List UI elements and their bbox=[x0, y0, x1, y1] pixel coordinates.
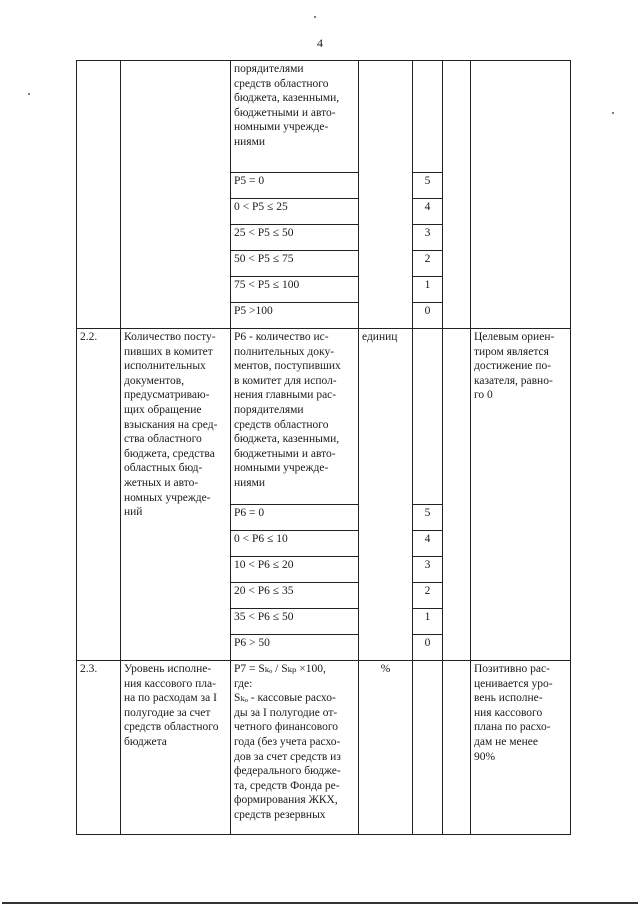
cell-unit bbox=[359, 61, 413, 329]
scan-speck bbox=[28, 93, 30, 95]
scale-points: 2 bbox=[413, 251, 443, 277]
cell-num: 2.3. bbox=[77, 661, 121, 835]
cell-formula: P6 - количество ис- полнительных доку- ментов, поступивших в комитет для испол- нения главными рас- порядителями средств областного бюджета, казенными, бюджетными и авто- номными учрежде- ниями bbox=[231, 329, 359, 505]
scale-condition: 25 < P5 ≤ 50 bbox=[231, 225, 359, 251]
scale-points: 4 bbox=[413, 199, 443, 225]
scale-points: 0 bbox=[413, 635, 443, 661]
scan-edge-line bbox=[2, 902, 638, 904]
scan-speck bbox=[314, 16, 316, 18]
cell-unit: единиц bbox=[359, 329, 413, 661]
cell-note bbox=[471, 61, 571, 329]
cell-name: Уровень исполне- ния кассового пла- на по расходам за I полугодие за счет средств областного бюджета bbox=[121, 661, 231, 835]
scale-condition: P6 > 50 bbox=[231, 635, 359, 661]
cell-num bbox=[77, 61, 121, 329]
cell-extra bbox=[443, 329, 471, 661]
cell-extra bbox=[443, 61, 471, 329]
cell-unit: % bbox=[359, 661, 413, 835]
scale-points: 2 bbox=[413, 583, 443, 609]
scale-condition: 20 < P6 ≤ 35 bbox=[231, 583, 359, 609]
cell-name bbox=[121, 61, 231, 329]
scale-points: 0 bbox=[413, 303, 443, 329]
scale-condition: 35 < P6 ≤ 50 bbox=[231, 609, 359, 635]
cell-extra bbox=[443, 661, 471, 835]
scale-condition: P5 = 0 bbox=[231, 173, 359, 199]
table-row-2-2 bbox=[77, 329, 571, 505]
scale-condition: 0 < P6 ≤ 10 bbox=[231, 531, 359, 557]
cell-num: 2.2. bbox=[77, 329, 121, 661]
scale-condition: P6 = 0 bbox=[231, 505, 359, 531]
table-row bbox=[77, 61, 571, 173]
table-row-2-3 bbox=[77, 661, 571, 835]
indicators-table bbox=[76, 60, 571, 835]
scale-condition: 75 < P5 ≤ 100 bbox=[231, 277, 359, 303]
scale-condition: 50 < P5 ≤ 75 bbox=[231, 251, 359, 277]
scale-condition: P5 >100 bbox=[231, 303, 359, 329]
scale-points: 1 bbox=[413, 609, 443, 635]
scale-points: 3 bbox=[413, 225, 443, 251]
scale-points: 5 bbox=[413, 173, 443, 199]
cell-points bbox=[413, 329, 443, 505]
scale-condition: 10 < P6 ≤ 20 bbox=[231, 557, 359, 583]
scale-condition: 0 < P5 ≤ 25 bbox=[231, 199, 359, 225]
scale-points: 5 bbox=[413, 505, 443, 531]
scan-speck bbox=[612, 112, 614, 114]
cell-points bbox=[413, 661, 443, 835]
cell-note: Целевым ориен- тиром является достижение по- казателя, равно- го 0 bbox=[471, 329, 571, 661]
scale-points: 3 bbox=[413, 557, 443, 583]
cell-formula: порядителями средств областного бюджета, казенными, бюджетными и авто- номными учрежде- ниями bbox=[231, 61, 359, 173]
cell-name: Количество посту- пивших в комитет исполнительных документов, предусматриваю- щих обращение взыскания на сред- ства областного бюджета, средства областных бюд- жетных и авто- номных учрежде- ний bbox=[121, 329, 231, 661]
page-number: 4 bbox=[317, 36, 323, 50]
cell-points bbox=[413, 61, 443, 173]
cell-formula: P7 = Sₖₒ / Sₖₚ ×100, где: Sₖₒ - кассовые расхо- ды за I полугодие от- четного финансового года (без учета расхо- дов за счет средств из федерального бюдже- та, средств Фонда ре- формирования ЖКХ, средств резервных bbox=[231, 661, 359, 835]
scale-points: 1 bbox=[413, 277, 443, 303]
cell-note: Позитивно рас- ценивается уро- вень исполне- ния кассового плана по расхо- дам не менее 90% bbox=[471, 661, 571, 835]
scale-points: 4 bbox=[413, 531, 443, 557]
